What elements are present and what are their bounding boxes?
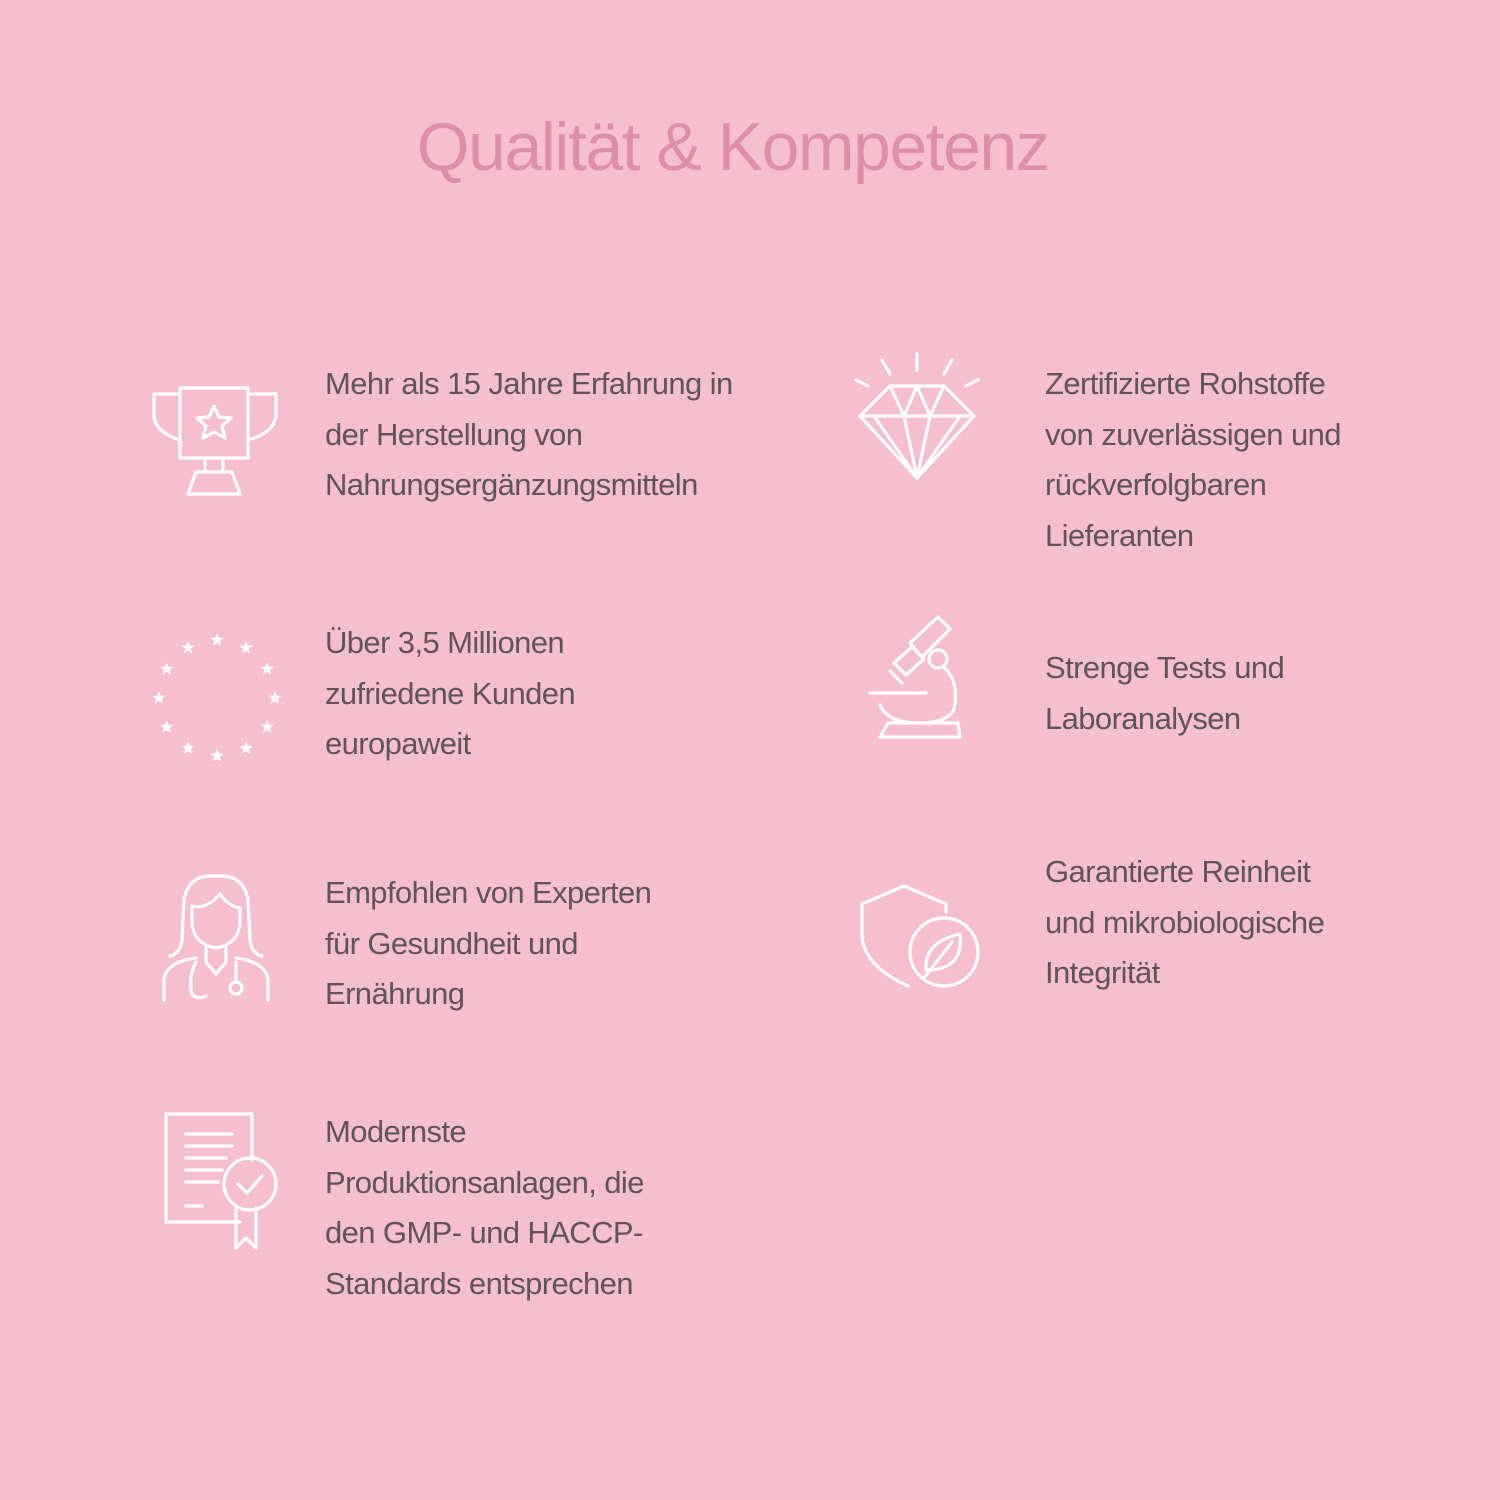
star-icon — [261, 720, 274, 733]
feature-text: Strenge Tests und Laboranalysen — [1045, 650, 1285, 736]
shield-leaf-icon — [858, 872, 988, 1012]
feature-text: Zertifizierte Rohstoffe von zuverlässigen und rückverfolgbaren Lieferanten — [1045, 366, 1341, 553]
page-title: Qualität & Kompetenz — [416, 109, 1049, 185]
star-icon — [239, 641, 252, 654]
star-icon — [239, 741, 252, 754]
trophy-icon — [150, 370, 280, 510]
star-icon — [181, 641, 194, 654]
certificate-icon — [160, 1110, 290, 1250]
star-icon — [268, 691, 281, 704]
doctor-icon — [158, 870, 288, 1010]
feature-text: Empfohlen von Experten für Gesundheit und Ernährung — [325, 875, 652, 1011]
star-icon — [152, 691, 165, 704]
star-icon — [210, 633, 223, 646]
feature-text: Mehr als 15 Jahre Erfahrung in der Herstellung von Nahrungsergänzungsmitteln — [325, 366, 733, 502]
feature-text: Garantierte Reinheit und mikrobiologische Integrität — [1045, 854, 1325, 990]
diamond-icon — [852, 345, 982, 485]
microscope-icon — [858, 608, 988, 748]
star-icon — [160, 720, 173, 733]
star-icon — [181, 741, 194, 754]
star-icon — [210, 749, 223, 762]
feature-text: Modernste Produktionsanlagen, die den GMP- und HACCP- Standards entsprechen — [325, 1114, 644, 1301]
feature-text: Über 3,5 Millionen zufriedene Kunden europaweit — [325, 625, 576, 761]
eu-stars-icon — [152, 625, 282, 765]
star-icon — [261, 662, 274, 675]
star-icon — [160, 662, 173, 675]
